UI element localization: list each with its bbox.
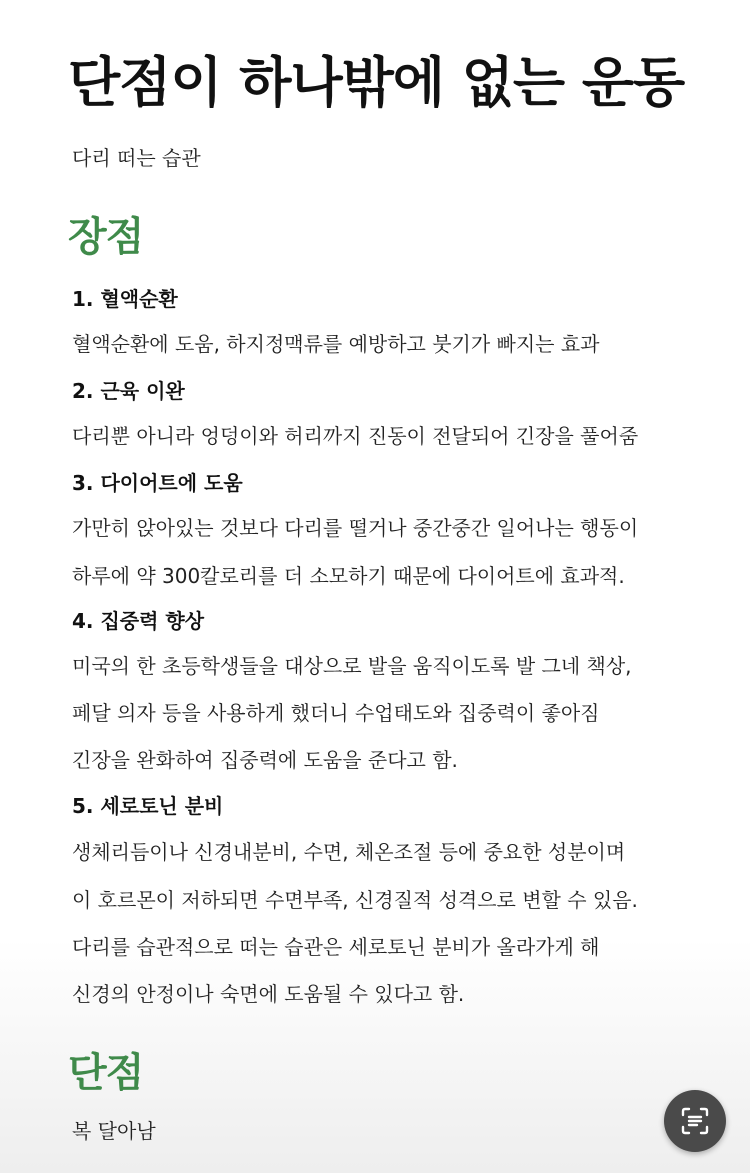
page-subtitle: 다리 떠는 습관 xyxy=(72,146,201,170)
pros-item-line: 생체리듬이나 신경내분비, 수면, 체온조절 등에 중요한 성분이며 xyxy=(72,840,626,864)
text-scan-icon xyxy=(680,1106,710,1136)
pros-item-title: 4. 집중력 향상 xyxy=(72,609,205,633)
text-scan-button[interactable] xyxy=(664,1090,726,1152)
pros-item-line: 혈액순환에 도움, 하지정맥류를 예방하고 붓기가 빠지는 효과 xyxy=(72,332,600,356)
cons-heading: 단점 xyxy=(68,1050,144,1096)
pros-item-line: 가만히 앉아있는 것보다 다리를 떨거나 중간중간 일어나는 행동이 xyxy=(72,516,639,540)
pros-item-line: 이 호르몬이 저하되면 수면부족, 신경질적 성격으로 변할 수 있음. xyxy=(72,888,638,912)
pros-item-title: 1. 혈액순환 xyxy=(72,287,178,311)
pros-item-line: 다리뿐 아니라 엉덩이와 허리까지 진동이 전달되어 긴장을 풀어줌 xyxy=(72,424,639,448)
page-title: 단점이 하나밖에 없는 운동 xyxy=(68,51,685,114)
pros-item-title: 3. 다이어트에 도움 xyxy=(72,471,243,495)
pros-item-line: 하루에 약 300칼로리를 더 소모하기 때문에 다이어트에 효과적. xyxy=(72,564,625,588)
cons-text: 복 달아남 xyxy=(72,1119,156,1143)
pros-item-line: 긴장을 완화하여 집중력에 도움을 준다고 함. xyxy=(72,748,458,772)
pros-item-line: 다리를 습관적으로 떠는 습관은 세로토닌 분비가 올라가게 해 xyxy=(72,935,600,959)
pros-item-title: 2. 근육 이완 xyxy=(72,379,185,403)
pros-item-title: 5. 세로토닌 분비 xyxy=(72,794,224,818)
pros-item-line: 미국의 한 초등학생들을 대상으로 발을 움직이도록 발 그네 책상, xyxy=(72,654,632,678)
pros-heading: 장점 xyxy=(68,214,144,260)
pros-item-line: 신경의 안정이나 숙면에 도움될 수 있다고 함. xyxy=(72,982,465,1006)
pros-item-line: 페달 의자 등을 사용하게 했더니 수업태도와 집중력이 좋아짐 xyxy=(72,701,600,725)
